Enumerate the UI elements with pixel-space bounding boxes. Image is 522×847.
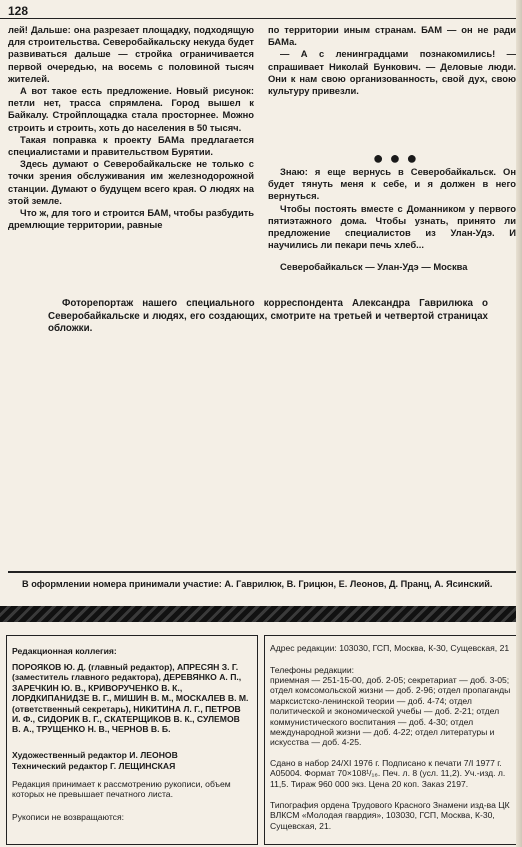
paragraph: лей! Дальше: она разрезает площадку, подходящую для строительства. Северобайкальску некуда будет развиваться дальше — стройка ограничивается первой очередью, на восемь с половиной тысяч жителей. — [8, 24, 254, 84]
photo-report-caption: Фоторепортаж нашего специального корреспондента Александра Гаврилюка о Северобайкальске и людях, его создающих, смотрите на третьей и четвертой страницах обложки. — [48, 298, 488, 334]
page-number: 128 — [8, 4, 29, 18]
paragraph: А вот такое есть предложение. Новый рисунок: петли нет, трасса спрямлена. Город вышел к Байкалу. Стройплощадка стала просторнее. Можно строить и строить, хоть до населения в 50 тысяч. — [8, 85, 254, 133]
paragraph: Такая поправка к проекту БАМа предлагается специалистами и правительством Бурятии. — [8, 133, 254, 158]
print-info: Сдано в набор 24/XI 1976 г. Подписано к печати 7/I 1977 г. А05004. Формат 70×108¹/₁₆. Печ. л. 8 (усл. 11,2). Уч.-изд. л. 11,5. Тираж 960 000 экз. Цена 20 коп. Заказ 2197. — [270, 758, 506, 789]
submission-note: Редакция принимает к рассмотрению рукописи, объем которых не превышает печатного листа. — [12, 779, 231, 800]
left-column — [8, 24, 254, 231]
phones-heading: Телефоны редакции: — [270, 665, 355, 675]
editorial-heading: Редакционная коллегия: — [12, 646, 117, 656]
article-signature: Северобайкальск — Улан-Удэ — Москва — [280, 261, 468, 273]
paragraph: Что ж, для того и строится БАМ, чтобы разбудить дремлющие территории, равные — [8, 207, 254, 231]
paragraph: Чтобы постоять вместе с Доманником у первого пятиэтажного дома. Чтобы узнать, принято ли предложение специалистов из Улан-Удэ. И научились ли пекари печь хлеб... — [268, 202, 516, 251]
paragraph: — А с ленинградцами познакомились! — спрашивает Николай Бункович. — Деловые люди. Они к нам свою организованность, свой дух, свою культуру привезли. — [268, 48, 516, 97]
phones-list: приемная — 251-15-00, доб. 2-05; секретариат — доб. 3-05; отдел комсомольской жизни — доб. 2-96; отдел пропаганды марксистско-ленинской теории — доб. 4-74; отдел политической и экономической учебы — доб. 2-21; отдел коммунистического воспитания — доб. 4-30; отдел международной жизни — доб. 4-22; отдел литературы и искусства — доб. 4-25. — [270, 675, 511, 748]
right-column-bottom — [268, 166, 516, 274]
editorial-address: Адрес редакции: 103030, ГСП, Москва, К-30, Сущевская, 21 — [270, 643, 510, 653]
paragraph: по территории иным странам. БАМ — он не ради БАМа. — [268, 24, 516, 48]
page-edge-shadow — [516, 0, 522, 847]
top-rule — [0, 18, 522, 19]
art-editor: Художественный редактор И. ЛЕОНОВ — [12, 750, 178, 760]
right-column-top — [268, 24, 516, 97]
tech-editor: Технический редактор Г. ЛЕЩИНСКАЯ — [12, 761, 176, 771]
section-separator: ●●● — [372, 148, 424, 168]
paragraph: Здесь думают о Северобайкальске не только с точки зрения обслуживания им железнодорожной станции. Думают о будущем всего края. О людях на этой земле. — [8, 158, 254, 206]
typography-info: Типография ордена Трудового Красного Знамени изд-ва ЦК ВЛКСМ «Молодая гвардия», 103030, ГСП, Москва, К-30, Сущевская, 21. — [270, 800, 510, 831]
decorative-band — [0, 606, 522, 622]
design-credits: В оформлении номера принимали участие: А. Гаврилюк, В. Грицюн, Е. Леонов, Д. Пранц, А. Ясинский. — [22, 579, 493, 589]
paragraph: Знаю: я еще вернусь в Северобайкальск. Он будет тянуть меня к себе, и я должен в него вернуться. — [268, 166, 516, 202]
manuscripts-note: Рукописи не возвращаются: — [12, 812, 125, 822]
credits-rule — [8, 571, 516, 573]
editorial-members: ПОРОЯКОВ Ю. Д. (главный редактор), АПРЕСЯН З. Г. (заместитель главного редактора), ДЕРЕВЯНКО А. П., ЗАРЕЧКИН Ю. В., КРИВОРУЧЕНКО В. К., ЛОРДКИПАНИДЗЕ В. Г., МИШИН В. М., МОСКАЛЕВ В. М. (ответственный секретарь), НИКИТИНА Л. Г., ПЕТРОВ И. Ф., СИДОРИК В. Г., СКАТЕРЩИКОВ В. К., СУЛЕМОВ В. А., ТРУЩЕНКО Н. В., ЧЕРНОВ В. Б. — [12, 662, 249, 735]
